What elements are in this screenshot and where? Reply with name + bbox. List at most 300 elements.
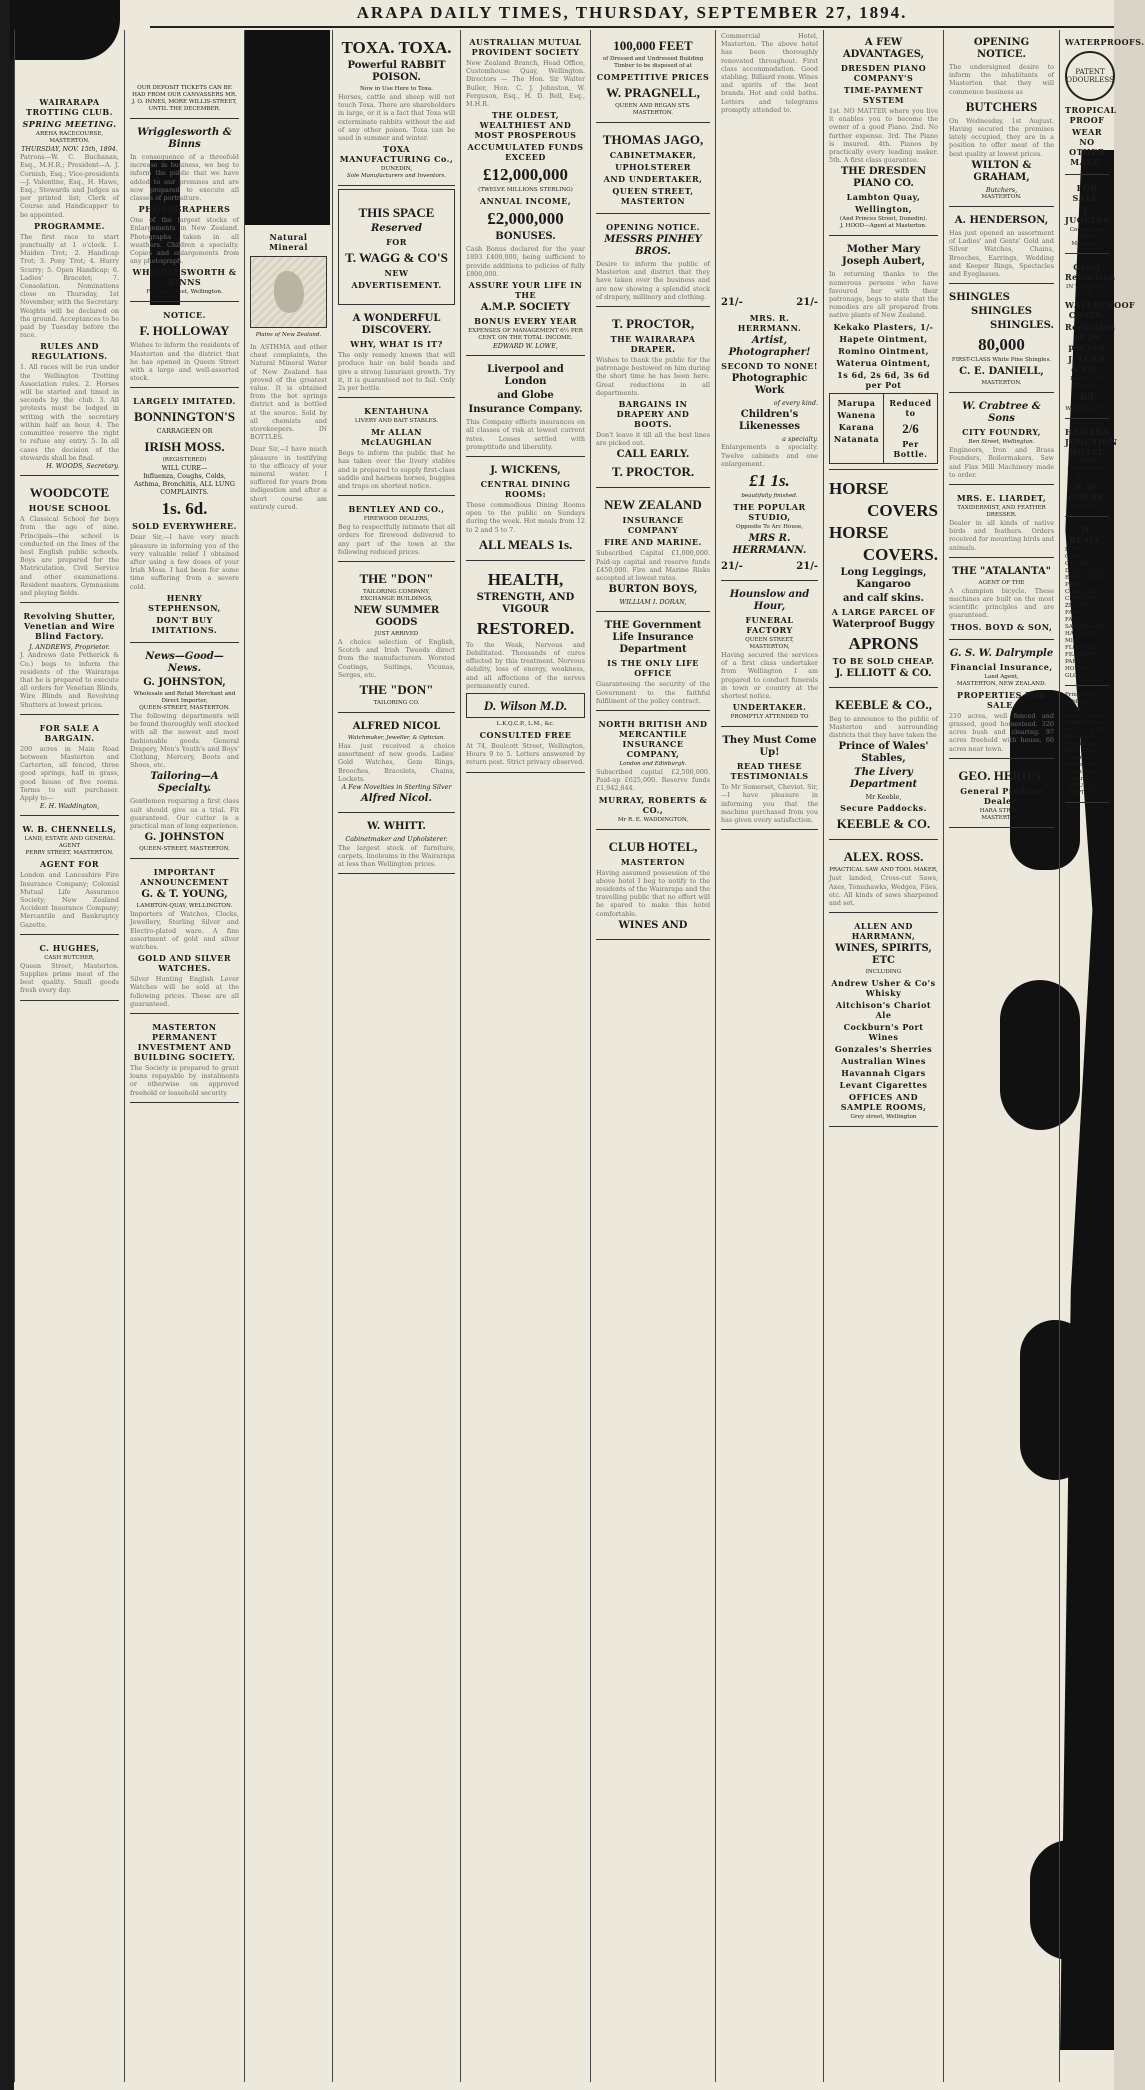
- ad-sub: Hatters and Mercers,: [1070, 376, 1104, 389]
- ad-heading: T. PROCTOR,: [611, 316, 695, 332]
- ad-town: MASTERTON.: [981, 194, 1022, 201]
- ad-sub: PRACTICAL SAW AND TOOL MAKER,: [829, 867, 938, 874]
- ad-fire: FIRE AND MARINE.: [604, 537, 702, 548]
- ad-price: £1 1s.: [749, 471, 790, 491]
- ad-financial: Financial Insurance,: [950, 661, 1053, 672]
- ad-foundry: CITY FOUNDRY,: [962, 427, 1041, 438]
- ad-heading: ALLEN AND HARRMANN,: [851, 921, 916, 942]
- horse-covers-ad: [829, 473, 938, 688]
- column-10: [1059, 30, 1145, 2082]
- ad-sub: FUNERAL FACTORY: [745, 615, 794, 636]
- dalrymple-ad: [949, 643, 1054, 759]
- bentley-ad: [338, 499, 455, 562]
- ad-subagent: Mr R. E. WADDINGTON,: [617, 816, 689, 823]
- ad-opposite: Opposite To Arc House,: [736, 524, 803, 531]
- ad-heading: W. WHITT.: [367, 821, 426, 833]
- ad-heading: AUSTRALIAN MUTUAL PROVIDENT SOCIETY: [469, 37, 582, 57]
- ad-oldest: THE OLDEST, WEALTHIEST AND MOST PROSPEROUS: [474, 110, 577, 141]
- ad-footer-name: WHICCLESWORTH & BINNS: [132, 267, 237, 288]
- mineral-map-illustration: [250, 256, 327, 328]
- ad-finish: beautifully finished.: [741, 493, 798, 500]
- ad-elliott: J. ELLIOTT & CO.: [835, 667, 932, 679]
- ad-two: £2,000,000: [487, 209, 564, 229]
- ad-levant: Levant Cigarettes: [839, 1080, 928, 1091]
- ad-venue: AREHA RACECOURSE, MASTERTON.: [35, 131, 104, 144]
- ad-shingles-2: SHINGLES: [971, 306, 1032, 318]
- secretary-sign: H. WOODS, Secretary.: [46, 461, 119, 470]
- ad-agent: AGENT OF THE: [978, 579, 1025, 586]
- ad-addr: EXCHANGE BUILDINGS,: [360, 596, 433, 603]
- ad-first: FIRST-CLASS White Pine Shingles.: [951, 357, 1052, 364]
- ad-hapete: Hapete Ointment,: [839, 333, 928, 344]
- ad-address: QUEEN AND REGAN STS. MASTERTON.: [615, 103, 691, 116]
- ad-tropical: TROPICAL PROOF: [1065, 105, 1117, 125]
- ad-calf: and calf skins.: [842, 592, 925, 604]
- beale-hats: HATS AND MIL: [1065, 631, 1097, 644]
- ad-agent: AGENT FOR: [40, 859, 99, 870]
- ad-waterproof: Waterproof Buggy: [832, 618, 935, 630]
- ad-undertaker: UNDERTAKER.: [732, 702, 807, 713]
- ad-body-2: On Wednesday, 1st August. Having secured the premises lately occupied, they are in a position to offer meat of the best quality at lowest prices.: [949, 116, 1054, 158]
- ad-name: F. HOLLOWAY: [139, 323, 230, 339]
- ad-children: Children's Likenesses: [738, 409, 800, 433]
- dresden-ad: [829, 32, 938, 236]
- col7-top-body: Commercial Hotel, Masterton. The above hotel has been thoroughly renovated throughout. First class accommodation. Good stabling. Billiard room. Wines and spirits of the best brands. Hot and cold baths. Letters and telegrams promptly attended to.: [721, 32, 818, 114]
- masthead: [150, 0, 1114, 28]
- ad-heading: 100,000 FEET: [613, 38, 693, 53]
- ad-opening: OPENING NOTICE.: [606, 222, 700, 232]
- pinhey-ad: [596, 217, 710, 307]
- ad-sub: STRENGTH, AND VIGOUR: [476, 591, 575, 615]
- ad-body: Patrons—W. C. Buchanan, Esq., M.H.R.; President—A. J. Cornish, Esq.; Vice-presidents—J. Valentine, Esq., H. Hawe, Esq.; Stewards and Judges as per printed list; Clerk of Course and Handicapper to be appointed.: [20, 153, 119, 219]
- ad-novelties: A Few Novelties in Sterling Silver: [341, 783, 452, 792]
- mineral-body-2: Dear Sir,—I have much pleasure in testifying to the efficacy of your mineral water. I suffered for years from indigestion and after a short course am entirely cured.: [250, 445, 327, 511]
- ad-quals: L.K.Q.C.P., L.M., &c.: [496, 721, 555, 728]
- remedy-names: [830, 394, 884, 463]
- ad-sterling: (TWELVE MILLIONS STERLING): [478, 187, 573, 194]
- remedy-natanata: Natanata: [833, 433, 880, 444]
- column-5: [460, 30, 590, 2082]
- ad-body: Desire to inform the public of Masterton and district that they have taken over the business and are now showing a splendid stock of drapery, millinery and clothing.: [596, 260, 710, 301]
- ad-horse-2: HORSE: [829, 522, 889, 542]
- ad-heading: KEEBLE & CO.,: [835, 696, 932, 712]
- beale-chiffons: CHIFFONS: [1065, 596, 1098, 602]
- per-bottle: Per Bottle.: [893, 438, 928, 459]
- kentahuna-ad: [338, 401, 455, 496]
- ad-heading: HAWERA JUNCTION HOTEL: [1065, 427, 1118, 457]
- hawera-ad: [1065, 422, 1118, 517]
- ad-sub: of Dressed and Undressed Building Timber to be disposed of at: [602, 56, 704, 69]
- beale-sashes: SASHES AND: [1065, 624, 1105, 630]
- ad-sub: Powerful RABBIT POISON.: [347, 60, 446, 83]
- ad-address: LAMBTON-QUAY, WELLINGTON.: [136, 903, 233, 910]
- herrmann-ad: [721, 292, 818, 581]
- ad-cockburn: Cockburn's Port Wines: [843, 1022, 924, 1043]
- ad-body: The undersigned desire to inform the inhabitants of Masterton that they will commence business as: [949, 63, 1054, 96]
- ad-land: Land Agent,: [984, 673, 1019, 680]
- atalanta-ad: [949, 561, 1054, 640]
- ad-heading: NOTICE.: [163, 310, 206, 321]
- ad-cure: WILL CURE—: [161, 463, 208, 472]
- liverpool-ad: [466, 359, 585, 457]
- programme-heading: PROGRAMME.: [34, 220, 105, 231]
- programme-body: The first race to start punctually at 1 o'clock. 1. Maiden Trot; 2. Handicap Trot; 3. Pony Trot; 4. Hurry Scurry; 5. Open Handicap; 6. Ladies' Bracelet; 7. Consolation. Nominations close on Thursday, 1st November, with the Secretary. Weights will be declared on the ground. Acceptances to be paid by Tuesday before the race.: [20, 232, 120, 340]
- ad-address: QUEEN-STREET, MASTERTON.: [139, 704, 230, 711]
- liardet-ad: [949, 488, 1054, 558]
- imprint-text: Printed and published by Joseph ... under the style of the Printers and Co. at the office of the Wairarapa Daily Times, Queen-street, Masterton, North New Zealand.: [1065, 692, 1108, 782]
- ad-heading: THE "DON": [359, 571, 434, 587]
- price-right: 21/-: [796, 297, 818, 308]
- allen-ad: [829, 916, 938, 1127]
- ad-heading: HEALTH,: [487, 569, 564, 589]
- ad-name: MRS. R. HERRMANN.: [737, 313, 802, 333]
- beale-dress: DRESS GOODS: [1065, 547, 1087, 560]
- ad-wproof: WATERPROOF COATS.: [1065, 300, 1136, 320]
- crabtree-ad: [949, 396, 1054, 485]
- ad-sub: Watchmaker, Jeweller, & Optician.: [347, 735, 446, 742]
- doctor-signature-block: D. Wilson M.D.: [466, 693, 585, 718]
- ad-body-2: One of the largest stocks of Enlargements in New Zealand. Photographs taken in all weathers. Children a specialty. Copies and enlargements from any photograph.: [130, 216, 239, 266]
- imprint-date: THURSDAY, SEPT. 27, 18: [1069, 783, 1105, 796]
- ad-body: To Mr Somerset, Cheviot. Sir,—I have pleasure in informing you that the machine purchased from you has given every satisfaction.: [721, 783, 818, 825]
- ad-prices: COMPETITIVE PRICES: [596, 72, 710, 82]
- ad-bargains: BARGAINS IN DRAPERY AND BOOTS.: [616, 399, 690, 430]
- price-row: [721, 295, 818, 311]
- ad-photo-work: Photographic Work: [731, 373, 808, 396]
- ad-subheading: CASH BUTCHER,: [44, 954, 95, 961]
- ad-gold: GOLD AND SILVER WATCHES.: [137, 953, 232, 974]
- ad-subheading: SPRING MEETING.: [22, 119, 117, 129]
- mineral-body: In ASTHMA and other chest complaints, the Natural Mineral Water of New Zealand has proved of the greatest value. It is obtained from the hot springs district and is bottled at the source. Sold by all chemists and storekeepers. IN BOTTLES.: [250, 343, 327, 442]
- remedy-wanena: Wanena: [837, 409, 876, 420]
- ad-annual: ANNUAL INCOME,: [479, 196, 572, 207]
- ad-meals: ALL MEALS 1s.: [478, 536, 573, 552]
- ad-body: 210 acres, well fenced and grassed, good homestead. 320 acres bush and clearing. 97 acres freehold with house. 60 acres near town.: [949, 711, 1054, 753]
- ad-date: THURSDAY, NOV. 15th, 1894.: [21, 145, 118, 153]
- ad-offices: OFFICES AND SAMPLE ROOMS,: [840, 1092, 927, 1113]
- ad-second: SECOND TO NONE!: [721, 361, 818, 371]
- ad-heading: FOR SALE A BARGAIN.: [39, 722, 100, 743]
- ad-address-2: QUEEN-STREET, MASTERTON.: [139, 846, 230, 853]
- ad-subheading: LAND, ESTATE AND GENERAL AGENT: [24, 836, 115, 850]
- price-left-2: 21/-: [721, 561, 743, 573]
- ad-covers: COVERS: [867, 500, 938, 520]
- ad-restored: RESTORED.: [476, 618, 575, 638]
- price-right-2: 21/-: [796, 561, 818, 573]
- ad-name-2: KEEBLE & CO.: [836, 816, 931, 832]
- beale-print: PRINT COLOURS: [1065, 582, 1095, 595]
- ad-heading: W. B. CHENNELLS,: [22, 824, 117, 835]
- ad-heading: ALFRED NICOL: [352, 721, 441, 733]
- ad-body: A choice selection of English, Scotch and Irish Tweeds direct from the manufacturers. Worsted Coatings, Suitings, Vicunas, Serges, etc.: [338, 638, 455, 679]
- ad-mr-keeble: Mr Keeble,: [865, 793, 902, 802]
- heron-ad: [949, 762, 1054, 828]
- ad-body: Dear Sir,—I have very much pleasure in informing you of the very valuable relief I obtained after using a few doses of your Irish Moss. I had been for some time suffering from a severe cold.: [130, 533, 239, 591]
- space-line-6: ADVERTISEMENT.: [351, 280, 442, 291]
- ad-amp2: A.M.P. SOCIETY: [480, 302, 571, 314]
- ad-covers-2: COVERS.: [862, 544, 938, 564]
- hughes-ad: [20, 938, 119, 1001]
- space-line-1: THIS SPACE: [358, 205, 435, 221]
- ad-romino: Romino Ointment,: [838, 345, 929, 356]
- holloway-ad: [130, 305, 239, 388]
- map-caption: Plains of New Zealand.: [255, 332, 322, 338]
- ad-price-of: IN THE PRICE OF: [1066, 284, 1108, 297]
- space-line-5: NEW: [384, 268, 409, 279]
- ad-body: These commodious Dining Rooms open to the public on Sundays during the week. Hot meals from 12 to 2 and 5 to 7.: [466, 501, 585, 534]
- ad-body: A Classical School for boys from the age of nine. Principals—the school is conducted on the lines of the best English public schools. Boys are prepared for the Matriculation, Civil Service and other examinations. Resident masters. Gymnasium and playing fields.: [20, 515, 119, 597]
- scan-shadow-left: [0, 0, 14, 2090]
- ad-body: New Zealand Branch, Head Office, Customhouse Quay, Wellington. Directors — The Hon. Sir Walter Buller, Hon. C. J. Johnston, W. Ferguson, Esq., H. D. Bell, Esq., M.H.R.: [466, 59, 585, 109]
- ad-heading-2: THE "DON": [359, 682, 434, 698]
- ad-heading: BENTLEY AND CO.,: [348, 504, 445, 515]
- ad-body: Subscribed capital £2,500,000. Paid-up £625,000. Reserve funds £1,942,844.: [596, 768, 710, 793]
- remedy-price-table: [829, 393, 938, 464]
- ad-city: WELLINGTON.: [1065, 406, 1109, 412]
- remedy-marupa: Marupa: [837, 397, 876, 408]
- column-6: [590, 30, 715, 2082]
- ad-heading: MRS. E. LIARDET,: [956, 493, 1047, 504]
- ad-call: CALL EARLY.: [616, 449, 690, 461]
- ad-body: The Society is prepared to grant loans repayable by instalments or otherwise on approved freehold or leasehold security.: [130, 1063, 239, 1097]
- ad-signature: MRS R. HERRMANN.: [732, 533, 807, 557]
- price-left: 21/-: [721, 297, 743, 308]
- ad-stables: Prince of Wales' Stables,: [838, 741, 929, 765]
- ad-heading: BONNINGTON'S: [134, 409, 235, 425]
- ad-body: The following departments will be found thoroughly well stocked with all the newest and most fashionable goods. General Drapery, Men's Youth's and Boys' Clothing, Mercery, Boots and Shoes, etc.: [130, 711, 239, 770]
- ad-body: Enlargements a specialty. Twelve cabinets and one enlargement.: [721, 443, 818, 468]
- ad-signer: HENRY STEPHENSON,: [148, 592, 221, 613]
- ad-system: TIME-PAYMENT SYSTEM: [843, 85, 924, 105]
- ad-sub: THE WAIRARAPA DRAPER.: [610, 334, 696, 355]
- deposit-notice: [130, 82, 239, 119]
- ad-address: F. Willis-street, Wellington.: [146, 289, 223, 296]
- remedy-karana: Karana: [838, 421, 875, 432]
- remedy-price: [884, 394, 937, 463]
- ad-heading: CLUB HOTEL,: [608, 838, 698, 854]
- ad-name: W. PRAGNELL,: [606, 85, 700, 100]
- ad-heading: NEW ZEALAND: [604, 497, 702, 513]
- ad-twelve: £12,000,000: [483, 165, 568, 185]
- beale-gloves: GLOVES: [1065, 673, 1090, 679]
- ad-imitated: LARGELY IMITATED.: [133, 396, 236, 407]
- ad-name: WILTON & GRAHAM,: [971, 159, 1032, 183]
- ad-heading: G. S. W. Dalrymple: [949, 647, 1054, 659]
- ad-body: Has just received a choice assortment of new goods. Ladies' Gold Watches, Gem Rings, Brooches, Bracelets, Chains, Lockets.: [338, 742, 455, 783]
- ad-subheading: PHOTOGRAPHERS: [138, 204, 231, 215]
- proctor-ad: [596, 310, 710, 488]
- ad-town: MASTERTON.: [981, 814, 1022, 821]
- ad-signature: E. H. Waddington,: [39, 802, 100, 811]
- ad-heading: Liverpool and London: [487, 364, 564, 388]
- ad-heading: H. BEALE,: [1068, 525, 1106, 545]
- ad-body: Having assumed possession of the above hotel I beg to notify to the residents of the Wairarapa and the travelling public that no effort will be spared to make this hotel comfortable.: [596, 868, 710, 918]
- ad-wear: WEAR NO OTHER MAKE.: [1069, 127, 1105, 167]
- ad-heading: THE Government Life Insurance Department: [604, 620, 702, 656]
- wilton-ad: [949, 32, 1054, 207]
- column-3: [244, 30, 332, 2082]
- ad-registered: (REGISTERED): [162, 456, 207, 463]
- ad-artist: Artist, Photographer!: [728, 335, 811, 358]
- ad-boyd: THOS. BOYD & SON,: [950, 621, 1053, 632]
- ad-maker: TOXA MANUFACTURING Co.,: [339, 144, 454, 165]
- ad-expenses: EXPENSES OF MANAGEMENT 6½ PER CENT. ON THE TOTAL INCOME.: [468, 328, 583, 342]
- ad-heading: J. WICKENS,: [490, 465, 561, 477]
- woodcote-ad: [20, 479, 119, 603]
- space-line-3: FOR: [386, 237, 407, 248]
- ad-heading: A. HENDERSON,: [954, 215, 1049, 227]
- ad-town: MASTERTON.: [981, 380, 1022, 387]
- ad-heading: MESSRS PINHEY BROS.: [604, 234, 702, 257]
- venetian-ad: [20, 606, 119, 715]
- ad-price: 1s. 6d.: [161, 499, 208, 519]
- ad-assure: ASSURE YOUR LIFE IN THE: [468, 280, 583, 301]
- ad-heading: They Must Come Up!: [722, 735, 817, 759]
- column-9: [943, 30, 1059, 2082]
- wickens-ad: [466, 460, 585, 561]
- ad-forsale: FOR SALE.: [1072, 183, 1102, 203]
- ad-nz: MASTERTON, NEW ZEALAND.: [956, 680, 1047, 687]
- ad-name: C. E. DANIELL,: [959, 366, 1044, 378]
- health-ad: [466, 564, 585, 773]
- ad-heading: GEO. HERON,: [958, 767, 1045, 783]
- ad-body-2: Silver Hunting English Lever Watches will be sold at the following prices. These are all guaranteed.: [130, 975, 239, 1008]
- ad-sub-2: TAILORING CO.: [373, 700, 420, 707]
- ad-sub: LIVERY AND BAIT STABLES.: [354, 418, 439, 425]
- ad-including: INCLUDING: [865, 969, 902, 976]
- ad-butchers: BUTCHERS: [965, 98, 1038, 114]
- ad-heading: WAIRARAPA TROTTING CLUB.: [26, 97, 113, 117]
- ad-specialty: a specialty.: [782, 435, 818, 444]
- ad-body-2: Cash Bonus declared for the year 1893 £400,000, being sufficient to provide additions to policies of fully £800,000.: [466, 245, 585, 278]
- ad-heading: OPENING NOTICE.: [973, 37, 1030, 60]
- ad-body: Horses, cattle and sheep will not touch Toxa. There are shareholders in large, or it is a fact that Toxa will exterminate rabbits without the aid of any other poison. Toxa can be used in summer and winter.: [338, 93, 455, 143]
- ad-proprietor: J. ANDREWS, Proprietor.: [29, 643, 110, 652]
- ad-product: IRISH MOSS.: [144, 438, 225, 454]
- ad-kekako: Kekako Plasters, 1/-: [833, 321, 934, 332]
- ad-trade: Butchers,: [985, 185, 1018, 194]
- ad-body: Just landed, Cross-cut Saws, Axes, Tomahawks, Wedges, Files, etc. All kinds of saws sharpened and set.: [829, 874, 938, 908]
- ad-body: Guaranteeing the security of the Government to the faithful fulfilment of the policy contract.: [596, 680, 710, 705]
- ad-body: Having secured the services of a first class undertaker from Wellington I am prepared to conduct funerals in town or country at the shortest notice.: [721, 651, 818, 701]
- ad-props: PROPERTIES FOR SALE.: [957, 689, 1046, 710]
- imprint: [1065, 689, 1109, 803]
- ad-heading: WATERPROOFS.: [1065, 37, 1145, 47]
- ad-every: of every kind.: [773, 399, 818, 407]
- price-row-2: [721, 559, 818, 575]
- ad-large: A LARGE PARCEL OF: [831, 606, 936, 617]
- ad-street: HARA STREET,: [979, 807, 1024, 814]
- ad-name-2: G. JOHNSTON: [144, 832, 225, 844]
- ad-warning: DON'T BUY IMITATIONS.: [151, 614, 218, 635]
- young-ad: [130, 862, 239, 1014]
- ad-grey: Grey street, Wellington: [850, 1114, 917, 1121]
- ad-now: Now in Use Here to Toxa.: [360, 86, 433, 92]
- column-7: [715, 30, 823, 2082]
- ad-body: London and Lancashire Fire Insurance Company; Colonial Mutual Life Assurance Society; New Zealand Accident Insurance Company; Mercantile and Bankruptcy Gazette.: [20, 871, 119, 929]
- column-4: [332, 30, 460, 2082]
- ad-sub: Commission Agent, Masterton.: [1069, 227, 1105, 247]
- ad-heading: Hounslow and Hour,: [729, 589, 810, 613]
- ad-wines: WINES, SPIRITS, ETC: [835, 943, 932, 967]
- undertaker-ad: [721, 584, 818, 727]
- reduced-label: Reduced to: [889, 397, 932, 418]
- ad-new-summer: NEW SUMMER GOODS: [353, 605, 440, 629]
- ad-bonus: BONUS EVERY YEAR: [474, 316, 577, 327]
- north-british-ad: [596, 714, 710, 830]
- ad-cheap: TO BE SOLD CHEAP.: [832, 655, 935, 666]
- ad-company: THE DRESDEN PIANO CO.: [840, 166, 927, 190]
- lush-ad: [1065, 257, 1136, 419]
- ad-name: G. JOHNSTON,: [143, 676, 226, 688]
- ad-address: QUEEN STREET, MASTERTON: [612, 186, 694, 206]
- ad-proprietor: Proprietor.: [1071, 504, 1103, 510]
- ad-heading: ALEX. ROSS.: [843, 849, 924, 865]
- ad-quantity: 80,000: [978, 335, 1025, 355]
- beale-fancy: FANCY FABRICS: [1065, 610, 1092, 623]
- ad-body: J. Andrews (late Petherick & Co.) begs to inform the residents of the Wairarapa that he is prepared to execute all orders for Venetian Blinds, Wire Blinds and Revolving Shutters at lowest prices.: [20, 651, 119, 709]
- bonnington-ad: [130, 391, 239, 642]
- ad-sub: TAXIDERMIST, AND FEATHER DRESSER.: [957, 505, 1046, 519]
- ad-heading: A FEW ADVANTAGES,: [842, 37, 925, 60]
- ad-prices: 1s 6d, 2s 6d, 3s 6d per Pot: [837, 369, 930, 390]
- ad-heading: WOODCOTE: [29, 485, 110, 501]
- space-line-4: T. WAGG & CO'S: [345, 250, 448, 266]
- ad-street: QUEEN STREET,: [745, 637, 794, 644]
- henderson-ad: [949, 210, 1054, 284]
- mineral-heading: Natural Mineral: [269, 232, 308, 252]
- ad-signer: WILLIAM I. DORAN,: [619, 598, 687, 607]
- stamp-text: PATENT ODOURLESS: [1066, 67, 1114, 84]
- ad-heading: News—Good—News.: [145, 650, 224, 674]
- ad-sub: HAWERA (FORTY-MILE BUSH): [1067, 459, 1107, 479]
- ad-body: The only remedy known that will produce hair on bald heads and give a strong luxuriant growth. Try it, it is guaranteed not to fail. Only 2s per bottle.: [338, 351, 455, 393]
- club-hotel-ad: [596, 833, 710, 940]
- ad-heading: G. & T. YOUNG,: [141, 889, 228, 901]
- ad-heading: Wrigglesworth & Binns: [137, 127, 232, 150]
- ad-sub: Cabinetmaker and Upholsterer.: [345, 835, 448, 844]
- ad-sub: INSURANCE COMPANY: [622, 515, 684, 536]
- ad-signature: Alfred Nicol.: [361, 793, 432, 805]
- ad-body-2: Don't leave it till all the best lines are picked out.: [596, 431, 710, 448]
- ad-heading: NORTH BRITISH AND MERCANTILE INSURANCE COMPANY,: [598, 719, 708, 760]
- ad-body: Queen Street, Masterton. Supplies prime meat of the best quality. Small goods fresh every day.: [20, 961, 119, 995]
- ad-announce: IMPORTANT ANNOUNCEMENT: [140, 867, 229, 888]
- space-line-2: Reserved: [370, 223, 423, 235]
- jago-ad: [596, 126, 710, 214]
- whitt-ad: [338, 816, 455, 874]
- ad-address: Ben Street, Wellington.: [968, 439, 1035, 446]
- ad-city: DUNEDIN,: [380, 166, 413, 173]
- ad-livery: The Livery Department: [849, 767, 918, 791]
- ad-tailoring: Tailoring—A Specialty.: [150, 771, 219, 795]
- ad-sub: IS THE ONLY LIFE OFFICE: [607, 658, 699, 679]
- patent-stamp: [1065, 51, 1115, 101]
- ad-wines: WINES AND: [618, 919, 688, 931]
- ad-agents: MURRAY, ROBERTS & CO.,: [598, 794, 708, 815]
- ad-great: Great Reduction: [1065, 262, 1116, 282]
- ad-sub: CARRAGEEN OR: [156, 427, 213, 436]
- ad-gonzales: Gonzales's Sherries: [834, 1044, 933, 1055]
- ad-sub-2: UPHOLSTERER: [615, 162, 691, 172]
- wagg-space-ad: [338, 189, 455, 305]
- ad-body: In returning thanks to the numerous persons who have favoured her with their patronage, begs to state that the remedies are all prepared from native plants of New Zealand.: [829, 270, 938, 320]
- ad-body-2: Gentlemen requiring a first class suit should give us a trial. Fit guaranteed. Our cutter is a practical man of long experience.: [130, 797, 239, 830]
- ad-body: Wishes to inform the residents of Masterton and the district that he has opened in Queen Street with a large and well-assorted stock.: [130, 341, 239, 383]
- beale-parasols: PARASOLS: [1065, 659, 1097, 665]
- ad-body: Wishes to thank the public for the patronage bestowed on him during the short time he has been here. Great reductions in all departments.: [596, 356, 710, 397]
- beale-cambric: CAMBRIC: [1065, 561, 1094, 567]
